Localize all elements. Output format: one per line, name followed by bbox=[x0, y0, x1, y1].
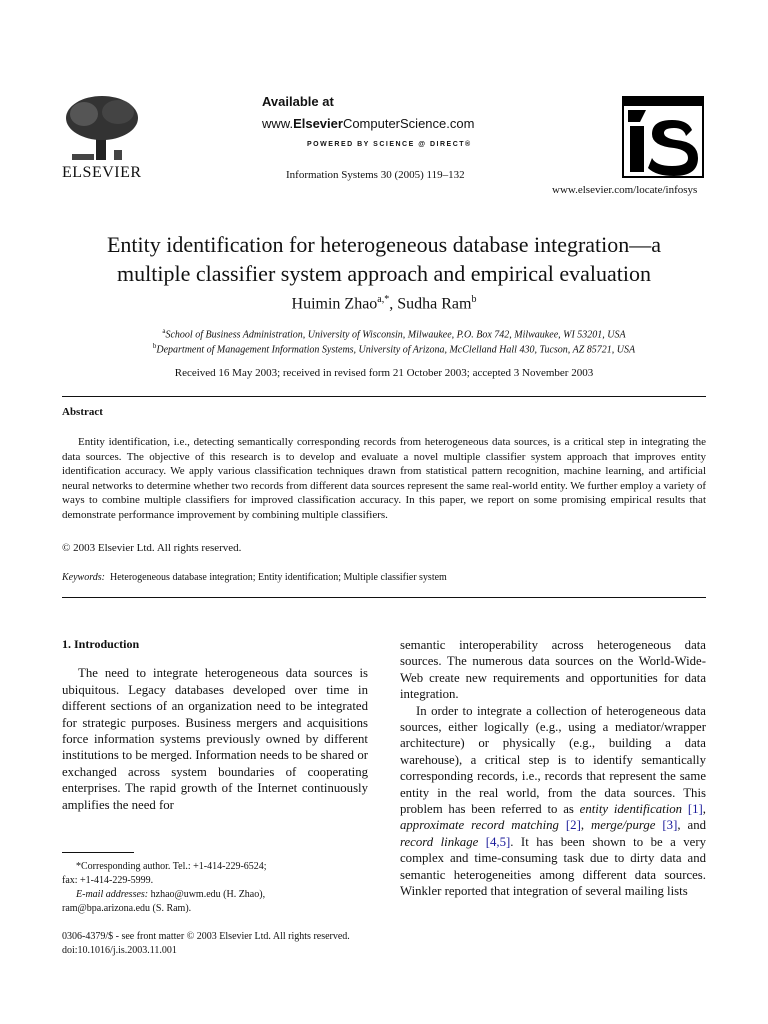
citation-3[interactable]: [3] bbox=[662, 818, 678, 833]
intro-paragraph-2: semantic interoperability across heterogeneous data sources. The numerous data sources on the World-Wide-Web create new requirements and opportunities for data integration. bbox=[400, 638, 706, 702]
footnote-rule bbox=[62, 852, 134, 853]
issn-line: 0306-4379/$ - see front matter © 2003 Elsevier Ltd. All rights reserved. bbox=[62, 931, 350, 942]
author-1-affil: a,* bbox=[377, 294, 390, 305]
right-column bbox=[400, 637, 706, 900]
citation-1[interactable]: [1] bbox=[687, 802, 703, 817]
article-title bbox=[40, 230, 728, 288]
author-2-affil: b bbox=[471, 294, 477, 305]
citation-2[interactable]: [2] bbox=[565, 818, 581, 833]
author-2: , Sudha Ram bbox=[389, 295, 472, 313]
affil-a-mark: a bbox=[162, 327, 166, 335]
term-entity-identification: entity identification bbox=[579, 802, 683, 817]
intro-paragraph-3: In order to integrate a collection of heterogeneous data sources, either logically (e.g., using a mediator/wrapper architecture) or physically (e.g., building a data warehouse), a critical step is to identify semantically corresponding records, i.e., records that represent the same entity in the real world, from the data sources. This problem has been referred to as entity identification [1], approximate record matching [2], merge/purge [3], and record linkage [4,5]. It has been shown to be a very complex and time-consuming task due to dirty data and semantic heterogeneities among different data sources. Winkler reported that integration of several mailing lists bbox=[400, 703, 706, 899]
received-dates: Received 16 May 2003; received in revised form 21 October 2003; accepted 3 November 2003 bbox=[174, 367, 594, 379]
publisher-name: ELSEVIER bbox=[62, 164, 142, 181]
term-merge-purge: merge/purge bbox=[591, 818, 656, 833]
affil-a-text: School of Business Administration, University of Wisconsin, Milwaukee, P.O. Box 742, Milwaukee, WI 53201, USA bbox=[165, 329, 626, 341]
para3-text-a: In order to integrate a collection of heterogeneous data sources, either logically (e.g., using a mediator/wrapper architecture) or physically (e.g., building a data warehouse), a critical step is to identify semantically corresponding records, i.e., records that represent the same entity in the real world, from the data sources. This problem has been referred to as bbox=[400, 703, 706, 817]
available-at-label: Available at bbox=[262, 94, 334, 109]
site-brand: Elsevier bbox=[293, 116, 343, 131]
information-systems-logo bbox=[622, 96, 704, 178]
site-suffix: ComputerScience.com bbox=[342, 116, 475, 131]
affil-b-text: Department of Management Information Systems, University of Arizona, McClelland Hall 430, Tucson, AZ 85721, USA bbox=[156, 344, 636, 356]
affiliation-b bbox=[64, 342, 724, 355]
section-heading: 1. Introduction bbox=[62, 637, 140, 651]
abstract-heading: Abstract bbox=[62, 406, 103, 418]
author-list bbox=[0, 294, 768, 313]
term-approximate-record-matching: approximate record matching bbox=[400, 818, 559, 833]
journal-reference: Information Systems 30 (2005) 119–132 bbox=[286, 169, 465, 181]
intro-paragraph-1: The need to integrate heterogeneous data sources is ubiquitous. Legacy databases developed over time in different sections of an organization need to be integrated for strategic purposes. Business mergers and acquisitions force information systems previously owned by different institutions to be merged. Information needs to be shared or exchanged across system boundaries of cooperating enterprises. The rapid growth of the Internet continuously amplifies the need for bbox=[62, 666, 368, 812]
citation-4-5[interactable]: [4,5] bbox=[485, 834, 511, 849]
keywords-list: Heterogeneous database integration; Entity identification; Multiple classifier system bbox=[109, 572, 447, 583]
footnote-corresponding: *Corresponding author. Tel.: +1-414-229-6524; bbox=[76, 861, 267, 872]
email-2[interactable]: ram@bpa.arizona.edu (S. Ram). bbox=[62, 903, 192, 914]
left-column bbox=[62, 636, 368, 813]
affiliation-a bbox=[64, 327, 724, 340]
site-prefix: www. bbox=[262, 116, 294, 131]
abstract-copyright: © 2003 Elsevier Ltd. All rights reserved. bbox=[62, 542, 242, 554]
doi-line[interactable]: doi:10.1016/j.is.2003.11.001 bbox=[62, 945, 177, 956]
footnote-fax: fax: +1-414-229-5999. bbox=[62, 875, 154, 886]
abstract-text: Entity identification, i.e., detecting semantically corresponding records from heterogeneous data sources, is a critical step in integrating the data sources. The objective of this research is to develop and evaluate a novel multiple classifier system approach that improves entity identification accuracy. We apply various classification techniques drawn from statistical pattern recognition, machine learning, and artificial neural networks to determine whether two records from different data sources represent the same real-world entity. We further employ a variety of ways to combine multiple classifiers for improved classification accuracy. In this paper, we report on some promising empirical results that demonstrate performance improvement by combining multiple classifiers. bbox=[62, 436, 706, 521]
footnote-email bbox=[62, 888, 368, 902]
footnote bbox=[62, 860, 368, 916]
site-link[interactable] bbox=[262, 116, 474, 131]
divider-bottom bbox=[62, 597, 706, 598]
term-record-linkage: record linkage bbox=[400, 834, 479, 849]
front-matter bbox=[62, 930, 350, 958]
title-line-2: multiple classifier system approach and empirical evaluation bbox=[117, 261, 651, 286]
author-1: Huimin Zhao bbox=[291, 295, 378, 313]
keywords bbox=[62, 572, 447, 583]
affil-b-mark: b bbox=[152, 342, 157, 350]
divider-top bbox=[62, 396, 706, 397]
title-line-1: Entity identification for heterogeneous database integration—a bbox=[106, 232, 662, 257]
keywords-label: Keywords: bbox=[62, 572, 105, 583]
email-label: E-mail addresses: bbox=[76, 889, 149, 900]
journal-url[interactable]: www.elsevier.com/locate/infosys bbox=[552, 184, 698, 196]
email-1[interactable]: hzhao@uwm.edu (H. Zhao), bbox=[148, 889, 266, 900]
powered-by-label: POWERED BY SCIENCE @ DIRECT® bbox=[307, 141, 472, 148]
para3-text-b: . It has been shown to be a very complex and time-consuming task due to dirty data and semantic heterogeneities among different data sources. Winkler reported that integration of several mailing lists bbox=[400, 834, 706, 899]
